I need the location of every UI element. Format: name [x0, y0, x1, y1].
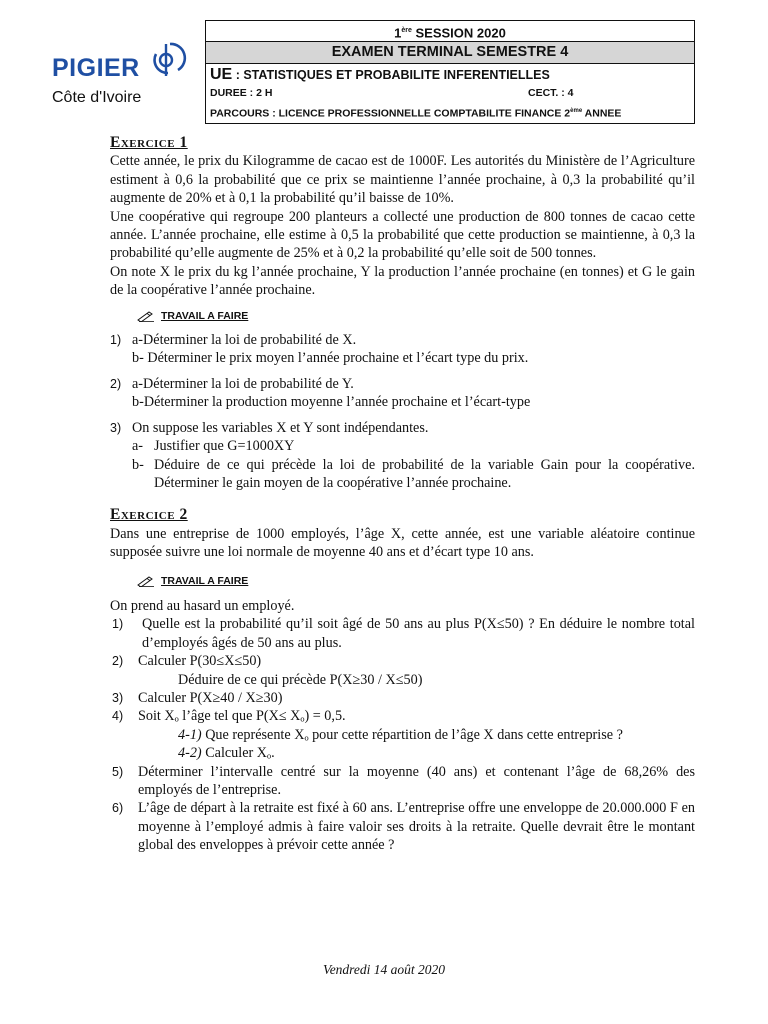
travail-label: TRAVAIL A FAIRE — [161, 574, 249, 587]
ex1-q3-text: On suppose les variables X et Y sont indépendantes. — [132, 419, 429, 436]
ex1-paragraph-2: Une coopérative qui regroupe 200 planteurs a collecté une production de 800 tonnes de cacao cette année. L’année prochaine, elle estime à 0,5 la probabilité que cette production se maintienne, à 0,3 la probabilité qu’elle augmente de 25% et à 0,2 la probabilité qu’elle soit de 500 tonnes. — [110, 208, 695, 262]
ex2-question-4 — [110, 707, 695, 762]
cect: CECT. : 4 — [528, 87, 574, 99]
ue-text: : STATISTIQUES ET PROBABILITE INFERENTIELLES — [232, 68, 550, 82]
sub-number: a- — [132, 438, 144, 455]
question-text: Déterminer l’intervalle centré sur la moyenne (40 ans) et contenant l’âge de 68,26% des employés de l’entreprise. — [138, 763, 695, 798]
duree: DUREE : 2 H — [210, 87, 273, 99]
exam-header — [205, 20, 695, 124]
sub-number: 4-2) — [178, 745, 202, 762]
ex1-paragraph-3: On note X le prix du kg l’année prochaine, Y la production l’année prochaine (en tonnes) et G le gain de la coopérative l’année prochaine. — [110, 263, 695, 299]
question-text: Soit Xₒ l’âge tel que P(X≤ Xₒ) = 0,5. — [138, 708, 346, 725]
ex2-question-2 — [110, 652, 695, 689]
question-number: 2) — [112, 654, 124, 669]
duree-row — [206, 84, 694, 102]
ex2-question-5 — [110, 763, 695, 800]
ex2-paragraph-1: Dans une entreprise de 1000 employés, l’âge X, cette année, est une variable aléatoire continue supposée suivre une loi normale de moyenne 40 ans et d’écart type 10 ans. — [110, 525, 695, 561]
question-number: 1) — [112, 617, 124, 632]
exercice-1-title: Exercice 1 — [110, 134, 188, 151]
logo-word: PIGIER — [52, 54, 140, 82]
ex2-travail-a-faire — [137, 572, 695, 590]
question-text: Quelle est la probabilité qu’il soit âgé de 50 ans au plus P(X≤50) ? En déduire le nombre total d’employés âgés de 50 ans au plus. — [142, 616, 695, 651]
ex1-q3-b — [132, 456, 695, 493]
ex1-paragraph-1: Cette année, le prix du Kilogramme de cacao est de 1000F. Les autorités du Ministère de l’Agriculture estiment à 0,6 la probabilité que ce prix se maintienne l’année prochaine, à 0,3 la probabilité qu’il augmente de 20% et à 0,1 la probabilité qu’il baisse de 10%. — [110, 153, 695, 207]
pigier-logo — [52, 40, 192, 110]
ex2-question-1 — [110, 615, 695, 652]
session-rest: SESSION 2020 — [411, 25, 506, 41]
session-num: 1 — [394, 25, 402, 41]
ue-prefix: UE — [210, 66, 233, 83]
sub-text: Que représente Xₒ pour cette répartition de l’âge X dans cette entreprise ? — [201, 726, 623, 743]
ex2-q2-sub: Déduire de ce qui précède P(X≥30 / X≤50) — [178, 671, 423, 688]
question-number: 1) — [110, 333, 122, 348]
pigier-emblem-icon — [148, 40, 188, 80]
ex1-travail-a-faire — [137, 307, 695, 325]
pencil-writing-icon — [137, 310, 155, 322]
sub-number: b- — [132, 456, 144, 473]
question-text: L’âge de départ à la retraite est fixé à 60 ans. L’entreprise offre une enveloppe de 20.000.000 F en moyenne à l’employé admis à faire valoir ses droits à la retraite. Quelle devrait être le montant global des enveloppes à prévoir cette année ? — [138, 800, 695, 854]
question-text: Calculer P(30≤X≤50) — [138, 653, 262, 670]
sub-text: Déduire de ce qui précède la loi de probabilité de la variable Gain pour la coopérative. Déterminer le gain moyen de la coopérative l’année prochaine. — [154, 456, 695, 491]
exam-title: EXAMEN TERMINAL SEMESTRE 4 — [206, 42, 694, 64]
ex1-question-3 — [110, 419, 695, 493]
question-number: 3) — [110, 420, 122, 435]
footer-date: Vendredi 14 août 2020 — [322, 962, 446, 977]
ex2-q4-2 — [138, 744, 695, 762]
sub-text: Calculer Xₒ. — [201, 745, 275, 762]
question-number: 2) — [110, 376, 122, 391]
ex1-q2-a: a-Déterminer la loi de probabilité de Y. — [132, 375, 354, 392]
ex1-question-2 — [110, 375, 695, 412]
question-text: Calculer P(X≥40 / X≥30) — [138, 689, 283, 706]
question-number: 5) — [112, 764, 124, 779]
ue-line — [206, 64, 694, 84]
parcours-end: ANNEE — [582, 107, 622, 120]
ex1-q3-a — [132, 437, 695, 455]
ex2-question-6 — [110, 799, 695, 854]
travail-label: TRAVAIL A FAIRE — [161, 309, 249, 322]
exercice-2-title: Exercice 2 — [110, 506, 188, 524]
question-number: 4) — [112, 709, 124, 724]
ex2-q4-1 — [138, 726, 695, 744]
sub-number: 4-1) — [178, 726, 202, 743]
ex1-question-1 — [110, 331, 695, 368]
session-line — [206, 21, 694, 42]
parcours-main: PARCOURS : LICENCE PROFESSIONNELLE COMPTABILITE FINANCE 2 — [210, 107, 571, 120]
exam-content — [110, 134, 695, 855]
logo-subtitle: Côte d'Ivoire — [52, 89, 142, 106]
question-number: 3) — [112, 690, 124, 705]
parcours-sup: ème — [570, 108, 583, 114]
pencil-writing-icon — [137, 575, 155, 587]
session-sup: ère — [401, 27, 412, 34]
parcours-line — [206, 102, 694, 123]
ex1-q1-b: b- Déterminer le prix moyen l’année prochaine et l’écart type du prix. — [132, 350, 529, 367]
ex1-q1-a: a-Déterminer la loi de probabilité de X. — [132, 332, 357, 349]
ex1-q2-b: b-Déterminer la production moyenne l’année prochaine et l’écart-type — [132, 394, 531, 411]
ex2-intro: On prend au hasard un employé. — [110, 597, 295, 614]
ex2-question-3 — [110, 689, 695, 707]
sub-text: Justifier que G=1000XY — [154, 438, 295, 455]
question-number: 6) — [112, 801, 124, 816]
